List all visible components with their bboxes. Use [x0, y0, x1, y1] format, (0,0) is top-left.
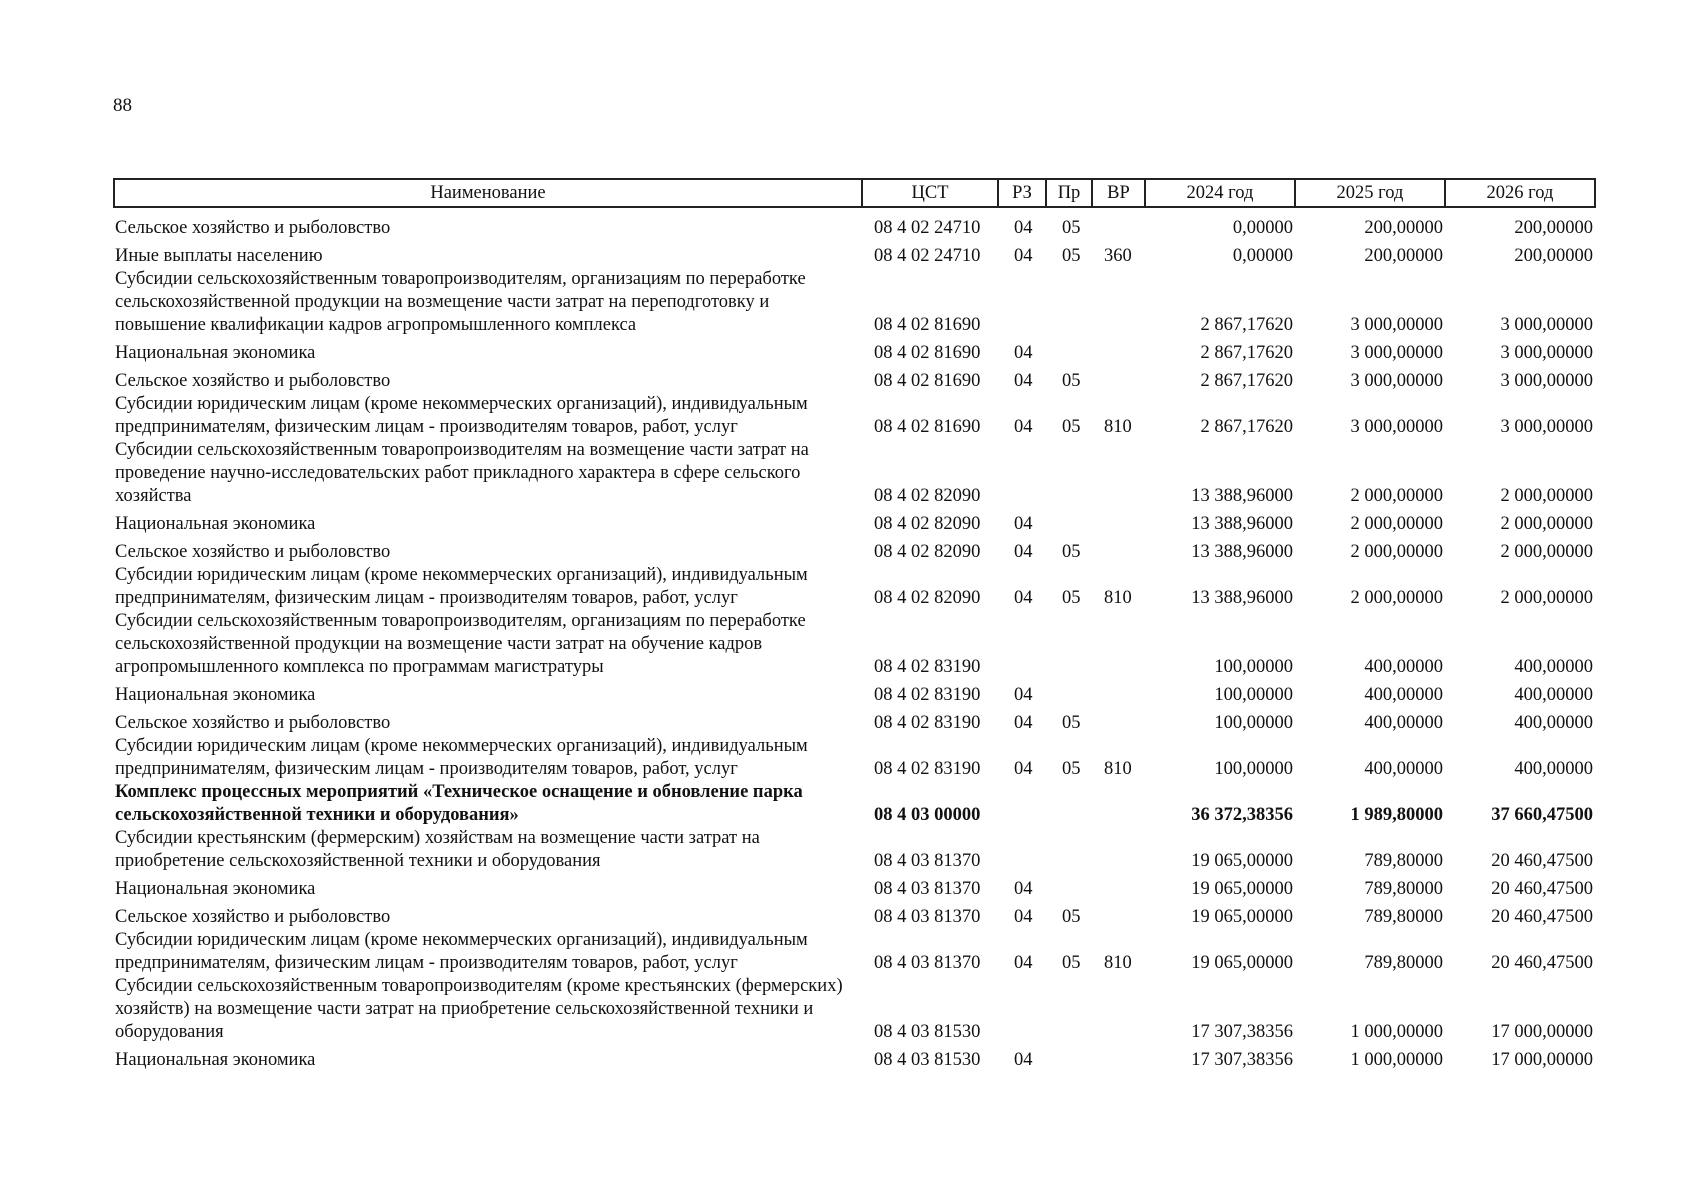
row-2026: 400,00000 — [1514, 713, 1593, 733]
row-pr: 05 — [1062, 371, 1081, 391]
row-name: Сельское хозяйство и рыболовство — [115, 218, 391, 238]
row-cst: 08 4 02 81690 — [874, 315, 981, 335]
row-cst: 08 4 03 81370 — [874, 879, 981, 899]
row-2025: 1 000,00000 — [1350, 1022, 1443, 1042]
row-cst: 08 4 02 82090 — [874, 514, 981, 534]
row-vr: 810 — [1104, 953, 1132, 973]
table-row — [114, 439, 1595, 508]
table-row — [114, 707, 1595, 735]
row-2025: 789,80000 — [1364, 851, 1443, 871]
row-rz: 04 — [1014, 246, 1033, 266]
row-pr — [1046, 975, 1092, 1044]
row-cst: 08 4 02 82090 — [874, 542, 981, 562]
row-vr — [1092, 901, 1145, 929]
row-cst: 08 4 03 00000 — [874, 805, 981, 825]
row-rz — [998, 610, 1046, 679]
table-row — [114, 337, 1595, 365]
row-cst: 08 4 02 81690 — [874, 343, 981, 363]
row-name: Иные выплаты населению — [115, 246, 323, 266]
row-2026: 2 000,00000 — [1500, 588, 1593, 608]
row-cst: 08 4 03 81370 — [874, 907, 981, 927]
row-pr — [1046, 268, 1092, 337]
row-vr — [1092, 207, 1145, 240]
row-vr — [1092, 268, 1145, 337]
row-pr: 05 — [1062, 417, 1081, 437]
row-vr — [1092, 536, 1145, 564]
row-rz — [998, 975, 1046, 1044]
row-name: Субсидии сельскохозяйственным товаропроизводителям (кроме крестьянских (фермерских) хозяйств) на возмещение части затрат на приобретение сельскохозяйственной техники и оборудования — [115, 976, 843, 1042]
row-name: Национальная экономика — [115, 685, 316, 705]
row-name: Национальная экономика — [115, 1050, 316, 1070]
table-row — [114, 827, 1595, 873]
row-2026: 2 000,00000 — [1500, 542, 1593, 562]
row-2026: 400,00000 — [1514, 657, 1593, 677]
row-2026: 37 660,47500 — [1491, 805, 1593, 825]
row-2024: 13 388,96000 — [1191, 542, 1293, 562]
row-vr — [1092, 827, 1145, 873]
table-row — [114, 1044, 1595, 1072]
row-2026: 20 460,47500 — [1491, 907, 1593, 927]
row-2025: 200,00000 — [1364, 218, 1443, 238]
row-pr — [1046, 1044, 1092, 1072]
row-2025: 789,80000 — [1364, 907, 1443, 927]
row-pr — [1046, 873, 1092, 901]
row-2025: 400,00000 — [1364, 759, 1443, 779]
row-vr — [1092, 1044, 1145, 1072]
row-2024: 100,00000 — [1214, 657, 1293, 677]
row-2025: 2 000,00000 — [1350, 542, 1443, 562]
row-rz — [998, 439, 1046, 508]
row-rz: 04 — [1014, 713, 1033, 733]
row-name: Сельское хозяйство и рыболовство — [115, 371, 391, 391]
row-2026: 17 000,00000 — [1491, 1022, 1593, 1042]
row-2024: 100,00000 — [1214, 685, 1293, 705]
row-vr — [1092, 679, 1145, 707]
row-name: Комплекс процессных мероприятий «Техническое оснащение и обновление парка сельскохозяйственной техники и оборудования» — [115, 782, 803, 825]
row-rz: 04 — [1014, 1050, 1033, 1070]
row-vr — [1092, 365, 1145, 393]
row-pr — [1046, 508, 1092, 536]
row-2024: 100,00000 — [1214, 713, 1293, 733]
budget-table — [113, 178, 1596, 1072]
row-cst: 08 4 02 83190 — [874, 657, 981, 677]
row-cst: 08 4 02 81690 — [874, 417, 981, 437]
row-pr: 05 — [1062, 542, 1081, 562]
row-cst: 08 4 02 24710 — [874, 218, 981, 238]
row-name: Субсидии сельскохозяйственным товаропроизводителям, организациям по переработке сельскохозяйственной продукции на возмещение части затрат на переподготовку и повышение квалификации кадров агропромышленного комплекса — [115, 269, 806, 335]
row-vr — [1092, 975, 1145, 1044]
row-2024: 19 065,00000 — [1191, 879, 1293, 899]
row-pr — [1046, 610, 1092, 679]
row-2025: 3 000,00000 — [1350, 371, 1443, 391]
row-name: Национальная экономика — [115, 514, 316, 534]
row-2024: 2 867,17620 — [1200, 343, 1293, 363]
header-name: Наименование — [114, 179, 862, 207]
row-2025: 789,80000 — [1364, 953, 1443, 973]
row-name: Сельское хозяйство и рыболовство — [115, 907, 391, 927]
row-cst: 08 4 02 24710 — [874, 246, 981, 266]
row-rz: 04 — [1014, 371, 1033, 391]
row-vr — [1092, 610, 1145, 679]
row-cst: 08 4 03 81530 — [874, 1022, 981, 1042]
page-number: 88 — [113, 95, 132, 116]
row-2024: 2 867,17620 — [1200, 315, 1293, 335]
row-2025: 3 000,00000 — [1350, 343, 1443, 363]
row-rz: 04 — [1014, 542, 1033, 562]
row-rz — [998, 268, 1046, 337]
row-name: Национальная экономика — [115, 343, 316, 363]
row-rz: 04 — [1014, 218, 1033, 238]
row-2025: 2 000,00000 — [1350, 588, 1443, 608]
row-2024: 2 867,17620 — [1200, 417, 1293, 437]
row-2025: 1 000,00000 — [1350, 1050, 1443, 1070]
row-2024: 13 388,96000 — [1191, 588, 1293, 608]
row-rz: 04 — [1014, 343, 1033, 363]
row-rz: 04 — [1014, 588, 1033, 608]
table-row — [114, 508, 1595, 536]
row-2024: 100,00000 — [1214, 759, 1293, 779]
row-pr: 05 — [1062, 907, 1081, 927]
table-row — [114, 781, 1595, 827]
row-2026: 3 000,00000 — [1500, 417, 1593, 437]
row-cst: 08 4 02 81690 — [874, 371, 981, 391]
row-vr: 810 — [1104, 588, 1132, 608]
row-2025: 3 000,00000 — [1350, 315, 1443, 335]
row-rz: 04 — [1014, 685, 1033, 705]
row-2026: 3 000,00000 — [1500, 371, 1593, 391]
row-pr — [1046, 439, 1092, 508]
header-pr: Пр — [1046, 179, 1092, 207]
row-2026: 3 000,00000 — [1500, 343, 1593, 363]
row-cst: 08 4 02 83190 — [874, 713, 981, 733]
row-pr: 05 — [1062, 218, 1081, 238]
row-2024: 36 372,38356 — [1191, 805, 1293, 825]
row-vr — [1092, 707, 1145, 735]
row-name: Субсидии сельскохозяйственным товаропроизводителям на возмещение части затрат на проведение научно-исследовательских работ прикладного характера в сфере сельского хозяйства — [115, 440, 809, 506]
table-row — [114, 901, 1595, 929]
table-row — [114, 240, 1595, 268]
row-2024: 0,00000 — [1232, 218, 1293, 238]
row-name: Субсидии юридическим лицам (кроме некоммерческих организаций), индивидуальным предпринимателям, физическим лицам - производителям товаров, работ, услуг — [115, 930, 808, 973]
row-rz: 04 — [1014, 514, 1033, 534]
row-2026: 2 000,00000 — [1500, 514, 1593, 534]
row-2026: 20 460,47500 — [1491, 953, 1593, 973]
header-2025: 2025 год — [1295, 179, 1445, 207]
row-rz: 04 — [1014, 759, 1033, 779]
table-row — [114, 393, 1595, 439]
table-row — [114, 735, 1595, 781]
row-vr: 810 — [1104, 759, 1132, 779]
table-row — [114, 207, 1595, 240]
row-pr — [1046, 827, 1092, 873]
row-2025: 200,00000 — [1364, 246, 1443, 266]
table-header — [114, 179, 1595, 207]
row-vr — [1092, 781, 1145, 827]
row-vr — [1092, 439, 1145, 508]
row-vr — [1092, 508, 1145, 536]
row-2025: 789,80000 — [1364, 879, 1443, 899]
row-2024: 19 065,00000 — [1191, 907, 1293, 927]
table-body — [114, 207, 1595, 1072]
row-cst: 08 4 02 83190 — [874, 759, 981, 779]
header-vr: ВР — [1092, 179, 1145, 207]
row-2025: 3 000,00000 — [1350, 417, 1443, 437]
table-row — [114, 873, 1595, 901]
row-pr — [1046, 337, 1092, 365]
row-2026: 2 000,00000 — [1500, 486, 1593, 506]
row-pr — [1046, 781, 1092, 827]
table-row — [114, 975, 1595, 1044]
row-pr: 05 — [1062, 713, 1081, 733]
row-2024: 17 307,38356 — [1191, 1050, 1293, 1070]
row-cst: 08 4 02 83190 — [874, 685, 981, 705]
row-2025: 400,00000 — [1364, 713, 1443, 733]
table-row — [114, 679, 1595, 707]
row-rz: 04 — [1014, 417, 1033, 437]
header-row — [114, 179, 1595, 207]
row-cst: 08 4 02 82090 — [874, 486, 981, 506]
row-vr: 810 — [1104, 417, 1132, 437]
row-cst: 08 4 03 81530 — [874, 1050, 981, 1070]
row-pr: 05 — [1062, 759, 1081, 779]
table-row — [114, 536, 1595, 564]
row-2026: 200,00000 — [1514, 246, 1593, 266]
row-name: Сельское хозяйство и рыболовство — [115, 713, 391, 733]
row-2026: 200,00000 — [1514, 218, 1593, 238]
row-vr — [1092, 337, 1145, 365]
row-name: Сельское хозяйство и рыболовство — [115, 542, 391, 562]
row-2026: 20 460,47500 — [1491, 851, 1593, 871]
row-2026: 3 000,00000 — [1500, 315, 1593, 335]
row-2025: 400,00000 — [1364, 685, 1443, 705]
row-2025: 2 000,00000 — [1350, 486, 1443, 506]
table-row — [114, 929, 1595, 975]
row-2024: 19 065,00000 — [1191, 953, 1293, 973]
row-2024: 19 065,00000 — [1191, 851, 1293, 871]
table-row — [114, 564, 1595, 610]
row-cst: 08 4 02 82090 — [874, 588, 981, 608]
row-2026: 400,00000 — [1514, 685, 1593, 705]
row-2024: 17 307,38356 — [1191, 1022, 1293, 1042]
row-2026: 400,00000 — [1514, 759, 1593, 779]
row-2024: 13 388,96000 — [1191, 514, 1293, 534]
row-name: Субсидии юридическим лицам (кроме некоммерческих организаций), индивидуальным предпринимателям, физическим лицам - производителям товаров, работ, услуг — [115, 565, 808, 608]
table-row — [114, 610, 1595, 679]
header-2026: 2026 год — [1445, 179, 1595, 207]
row-2026: 20 460,47500 — [1491, 879, 1593, 899]
row-name: Субсидии сельскохозяйственным товаропроизводителям, организациям по переработке сельскохозяйственной продукции на возмещение части затрат на обучение кадров агропромышленного комплекса по программам магистратуры — [115, 611, 806, 677]
row-rz: 04 — [1014, 907, 1033, 927]
row-name: Субсидии юридическим лицам (кроме некоммерческих организаций), индивидуальным предпринимателям, физическим лицам - производителям товаров, работ, услуг — [115, 736, 808, 779]
row-rz: 04 — [1014, 953, 1033, 973]
row-2024: 0,00000 — [1232, 246, 1293, 266]
row-rz: 04 — [1014, 879, 1033, 899]
row-pr: 05 — [1062, 246, 1081, 266]
row-cst: 08 4 03 81370 — [874, 953, 981, 973]
row-pr: 05 — [1062, 588, 1081, 608]
row-rz — [998, 781, 1046, 827]
table-row — [114, 365, 1595, 393]
header-rz: РЗ — [998, 179, 1046, 207]
header-cst: ЦСТ — [862, 179, 998, 207]
header-2024: 2024 год — [1145, 179, 1295, 207]
row-cst: 08 4 03 81370 — [874, 851, 981, 871]
row-vr: 360 — [1104, 246, 1132, 266]
row-pr: 05 — [1062, 953, 1081, 973]
row-name: Субсидии юридическим лицам (кроме некоммерческих организаций), индивидуальным предпринимателям, физическим лицам - производителям товаров, работ, услуг — [115, 394, 808, 437]
row-2025: 2 000,00000 — [1350, 514, 1443, 534]
row-2024: 13 388,96000 — [1191, 486, 1293, 506]
table-row — [114, 268, 1595, 337]
row-rz — [998, 827, 1046, 873]
row-pr — [1046, 679, 1092, 707]
row-name: Субсидии крестьянским (фермерским) хозяйствам на возмещение части затрат на приобретение сельскохозяйственной техники и оборудования — [115, 828, 760, 871]
row-vr — [1092, 873, 1145, 901]
row-2025: 400,00000 — [1364, 657, 1443, 677]
row-2024: 2 867,17620 — [1200, 371, 1293, 391]
row-name: Национальная экономика — [115, 879, 316, 899]
row-2025: 1 989,80000 — [1350, 805, 1443, 825]
row-2026: 17 000,00000 — [1491, 1050, 1593, 1070]
